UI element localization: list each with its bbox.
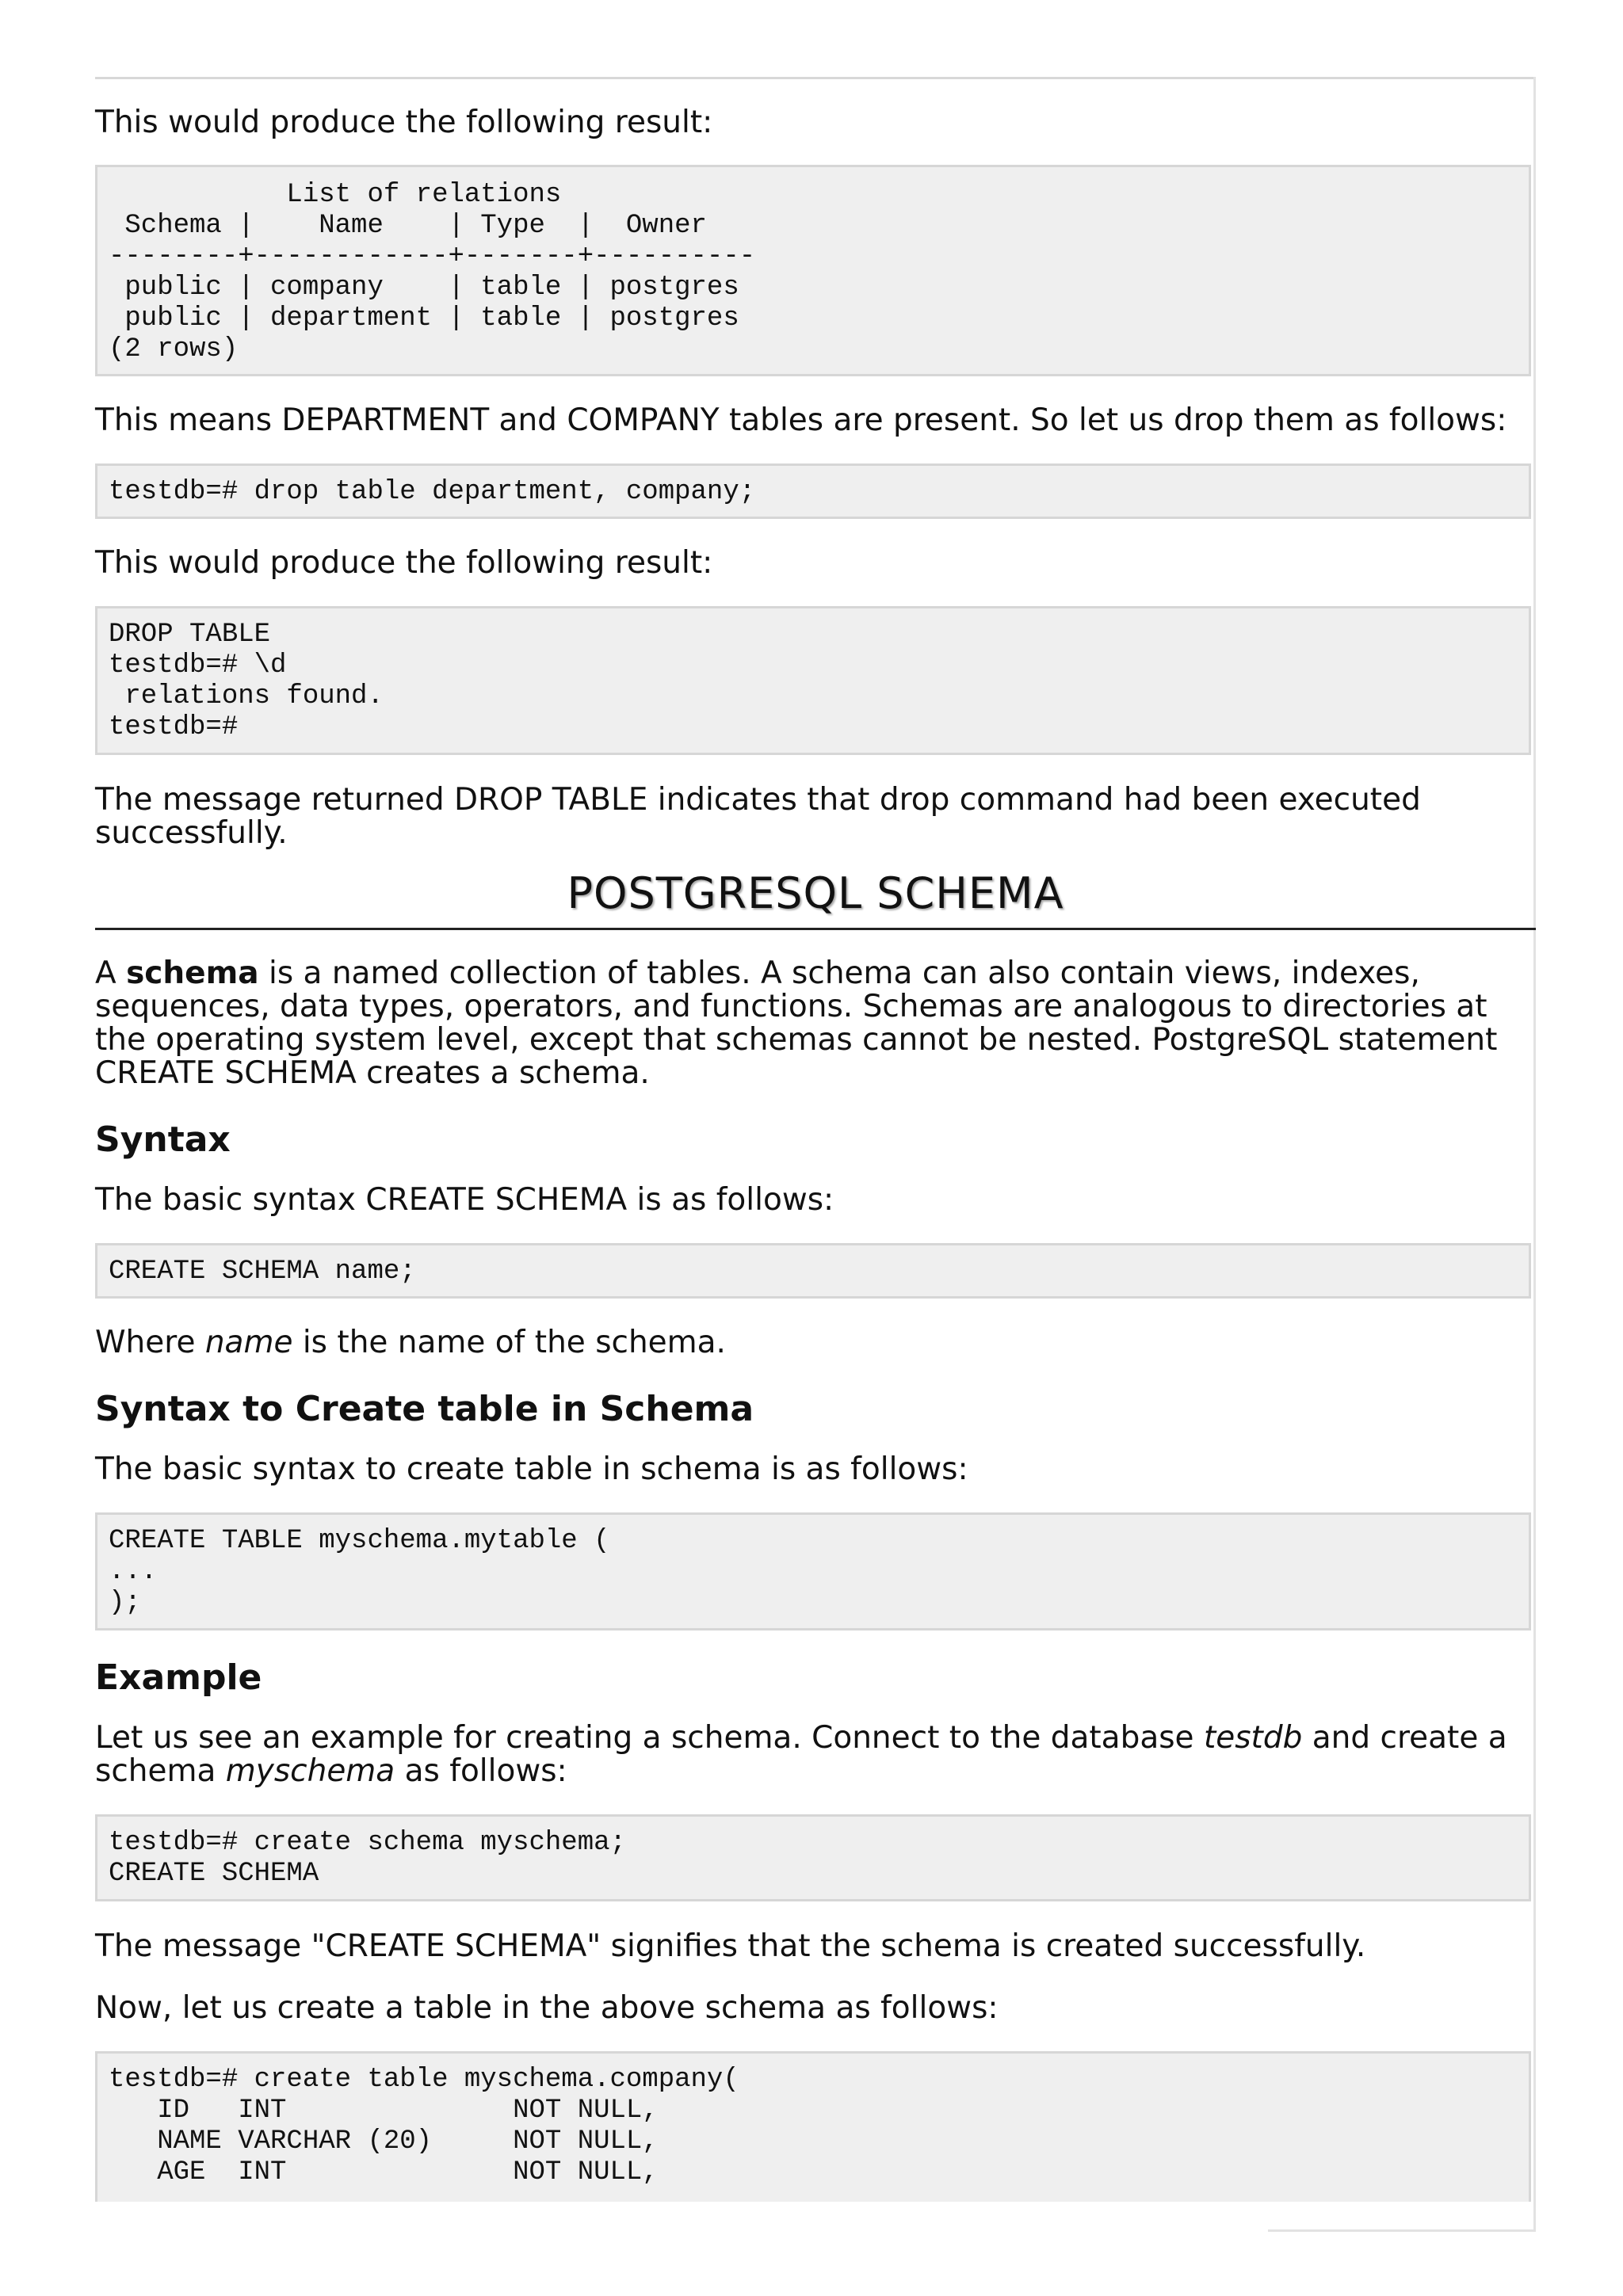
paragraph-drop-message: The message returned DROP TABLE indicates that drop command had been executed successfully. <box>95 782 1421 851</box>
schema-def-start: A <box>95 955 127 991</box>
paragraph-schema-definition <box>95 957 1531 1090</box>
testdb-term: testdb <box>1203 1720 1303 1756</box>
right-rule <box>1533 77 1536 2232</box>
where-rest: is the name of the schema. <box>292 1325 726 1360</box>
section-title: POSTGRESQL SCHEMA <box>567 868 1064 918</box>
schema-term: schema <box>126 955 259 991</box>
code-block-create-schema: CREATE SCHEMA name; <box>95 1243 1531 1299</box>
code-block-list-relations: List of relations Schema | Name | Type | Owner --------+------------+-------+---------- public | company | table | postgres public | department | table | postgres (2 rows) <box>95 165 1531 376</box>
example-mid: and create a schema <box>95 1720 1507 1789</box>
where-start: Where <box>95 1325 205 1360</box>
section-title-wrap <box>95 866 1536 930</box>
paragraph-example-intro <box>95 1722 1531 1788</box>
example-end: as follows: <box>395 1753 567 1789</box>
code-block-create-table: CREATE TABLE myschema.mytable ( ... ); <box>95 1512 1531 1630</box>
heading-syntax: Syntax <box>95 1119 231 1160</box>
code-block-create-company: testdb=# create table myschema.company( ID INT NOT NULL, NAME VARCHAR (20) NOT NULL, AGE INT NOT NULL, <box>95 2051 1531 2202</box>
paragraph-create-schema-message: The message "CREATE SCHEMA" signifies that the schema is created successfully. <box>95 1928 1366 1964</box>
example-start: Let us see an example for creating a schema. Connect to the database <box>95 1720 1204 1756</box>
myschema-term: myschema <box>225 1753 395 1789</box>
paragraph-result-intro-2: This would produce the following result: <box>95 545 713 581</box>
paragraph-tables-present: This means DEPARTMENT and COMPANY tables are present. So let us drop them as follows: <box>95 402 1507 438</box>
bottom-rule <box>1268 2229 1536 2232</box>
code-block-drop-result: DROP TABLE testdb=# \d relations found. testdb=# <box>95 606 1531 755</box>
document-page <box>95 78 1531 2202</box>
paragraph-where-name <box>95 1326 1531 1360</box>
paragraph-create-table-in-schema: Now, let us create a table in the above schema as follows: <box>95 1990 999 2026</box>
name-term: name <box>204 1325 293 1360</box>
paragraph-syntax-intro: The basic syntax CREATE SCHEMA is as follows: <box>95 1182 834 1218</box>
paragraph-create-table-intro: The basic syntax to create table in schema is as follows: <box>95 1451 968 1487</box>
heading-example: Example <box>95 1657 262 1698</box>
schema-def-rest: is a named collection of tables. A schema can also contain views, indexes, sequences, data types, operators, and functions. Schemas are analogous to directories at the operating system level, except that schemas cannot be nested. PostgreSQL statement CREATE SCHEMA creates a schema. <box>95 955 1498 1091</box>
paragraph-result-intro-1: This would produce the following result: <box>95 105 713 140</box>
code-block-create-myschema: testdb=# create schema myschema; CREATE SCHEMA <box>95 1814 1531 1901</box>
code-block-drop-table: testdb=# drop table department, company; <box>95 463 1531 519</box>
heading-syntax-create-table: Syntax to Create table in Schema <box>95 1389 754 1429</box>
